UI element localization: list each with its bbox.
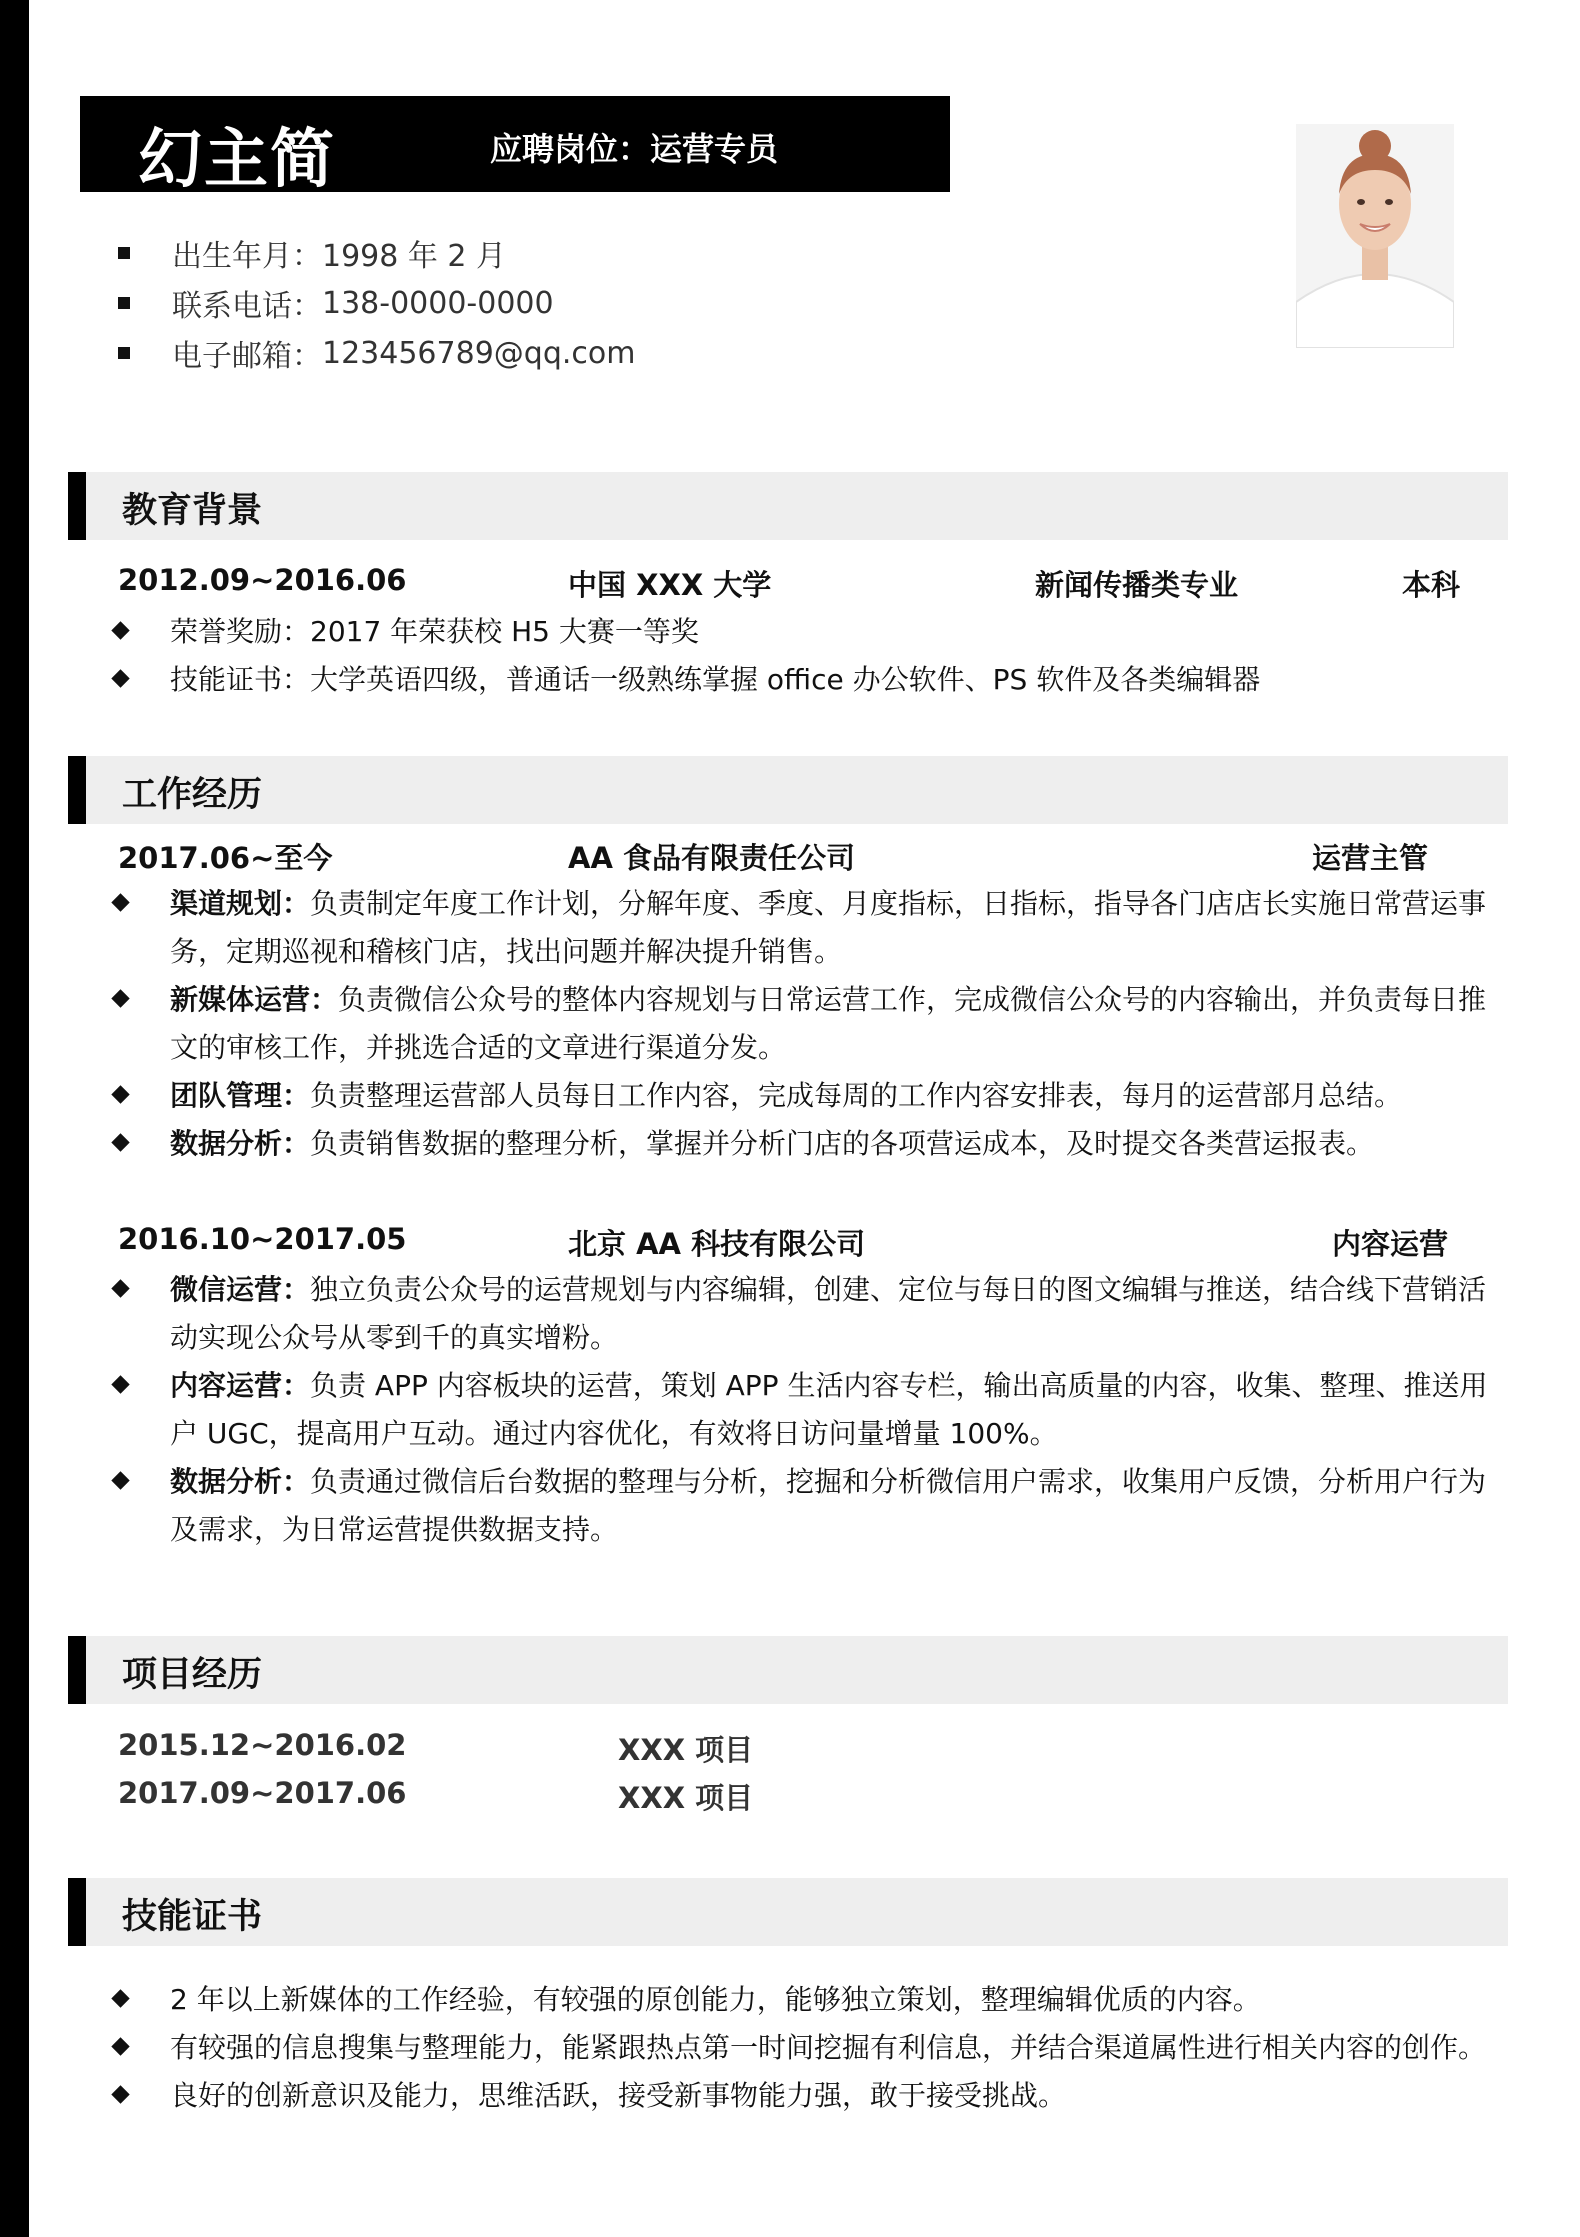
info-value: 1998 年 2 月 [322,239,507,274]
section-title: 工作经历 [122,775,263,815]
section-skills [68,1878,1508,1946]
profile-photo [1296,124,1454,348]
edu-item [118,608,1493,656]
diamond-bullet-icon [111,2037,129,2055]
square-bullet-icon [118,347,130,359]
skill-text: 有较强的信息搜集与整理能力，能紧跟热点第一时间挖掘有利信息，并结合渠道属性进行相关内容的创作。 [170,2031,1487,2064]
item-text: 负责制定年度工作计划，分解年度、季度、月度指标，日指标，指导各门店店长实施日常营运事务，定期巡视和稽核门店，找出问题并解决提升销售。 [170,887,1487,968]
edu-school: 中国 XXX 大学 [568,568,772,602]
job-item [118,1120,1493,1168]
project-name: XXX 项目 [618,1733,754,1767]
section-title: 教育背景 [122,491,263,531]
section-title: 项目经历 [122,1655,263,1695]
project-period: 2015.12~2016.02 [118,1728,407,1762]
item-label: 微信运营： [170,1273,311,1306]
item-label: 内容运营： [170,1369,311,1402]
section-work [68,756,1508,824]
diamond-bullet-icon [111,669,129,687]
info-birth [118,228,1218,278]
candidate-name: 幻主简 [138,123,336,197]
person-avatar-icon [1296,124,1454,348]
job-role: 内容运营 [1332,1227,1449,1261]
left-accent-bar [0,0,29,2237]
item-text: 负责 APP 内容板块的运营，策划 APP 生活内容专栏，输出高质量的内容，收集、整理、推送用户 UGC，提高用户互动。通过内容优化，有效将日访问量增量 100%。 [170,1369,1488,1450]
job-item [118,1072,1493,1120]
diamond-bullet-icon [111,1279,129,1297]
item-text: 负责微信公众号的整体内容规划与日常运营工作，完成微信公众号的内容输出，并负责每日推文的审核工作，并挑选合适的文章进行渠道分发。 [170,983,1487,1064]
section-marker [68,1878,86,1946]
diamond-bullet-icon [111,1375,129,1393]
item-label: 渠道规划： [170,887,311,920]
diamond-bullet-icon [111,2085,129,2103]
project-name: XXX 项目 [618,1781,754,1815]
skill-text: 良好的创新意识及能力，思维活跃，接受新事物能力强，敢于接受挑战。 [170,2079,1067,2112]
item-text: 大学英语四级，普通话一级熟练掌握 office 办公软件、PS 软件及各类编辑器 [310,663,1261,696]
section-marker [68,472,86,540]
skill-item [118,2072,1493,2120]
skill-item [118,2024,1493,2072]
item-text: 负责整理运营部人员每日工作内容，完成每周的工作内容安排表，每月的运营部月总结。 [310,1079,1403,1112]
item-label: 技能证书： [170,663,311,696]
info-value: 138-0000-0000 [322,285,554,321]
item-label: 团队管理： [170,1079,311,1112]
job-item [118,1458,1493,1554]
job-item [118,880,1493,976]
diamond-bullet-icon [111,893,129,911]
job-item [118,1266,1493,1362]
info-value: 123456789@qq.com [322,335,636,371]
job-period: 2016.10~2017.05 [118,1222,407,1256]
edu-degree: 本科 [1402,568,1461,602]
job-company: 北京 AA 科技有限公司 [568,1227,866,1261]
section-education [68,472,1508,540]
section-title: 技能证书 [122,1897,263,1937]
job-company: AA 食品有限责任公司 [568,841,855,875]
info-phone [118,278,1218,328]
section-marker [68,756,86,824]
edu-item [118,656,1493,704]
skill-item [118,1976,1493,2024]
diamond-bullet-icon [111,1133,129,1151]
diamond-bullet-icon [111,1085,129,1103]
section-marker [68,1636,86,1704]
info-label: 联系电话： [172,289,322,324]
info-label: 电子邮箱： [172,339,322,374]
item-text: 负责通过微信后台数据的整理与分析，挖掘和分析微信用户需求，收集用户反馈，分析用户行为及需求，为日常运营提供数据支持。 [170,1465,1487,1546]
diamond-bullet-icon [111,621,129,639]
item-label: 数据分析： [170,1127,311,1160]
project-period: 2017.09~2017.06 [118,1776,407,1810]
job-role: 运营主管 [1312,841,1429,875]
job-label: 应聘岗位： [490,130,651,168]
name-banner [80,96,950,197]
job-item [118,1362,1493,1458]
job-title [490,124,778,170]
diamond-bullet-icon [111,1471,129,1489]
job-item [118,976,1493,1072]
info-email [118,328,1218,378]
personal-info [118,228,1218,378]
item-text: 2017 年荣获校 H5 大赛一等奖 [310,615,699,648]
item-label: 新媒体运营： [170,983,339,1016]
diamond-bullet-icon [111,989,129,1007]
skill-text: 2 年以上新媒体的工作经验，有较强的原创能力，能够独立策划，整理编辑优质的内容。 [170,1983,1261,2016]
section-projects [68,1636,1508,1704]
item-text: 负责销售数据的整理分析，掌握并分析门店的各项营运成本，及时提交各类营运报表。 [310,1127,1375,1160]
item-label: 数据分析： [170,1465,311,1498]
edu-major: 新闻传播类专业 [1035,568,1239,602]
info-label: 出生年月： [172,239,322,274]
edu-period: 2012.09~2016.06 [118,563,407,597]
job-value: 运营专员 [650,130,779,168]
item-text: 独立负责公众号的运营规划与内容编辑，创建、定位与每日的图文编辑与推送，结合线下营销活动实现公众号从零到千的真实增粉。 [170,1273,1487,1354]
item-label: 荣誉奖励： [170,615,311,648]
diamond-bullet-icon [111,1989,129,2007]
square-bullet-icon [118,297,130,309]
job-period: 2017.06~至今 [118,841,333,875]
square-bullet-icon [118,247,130,259]
